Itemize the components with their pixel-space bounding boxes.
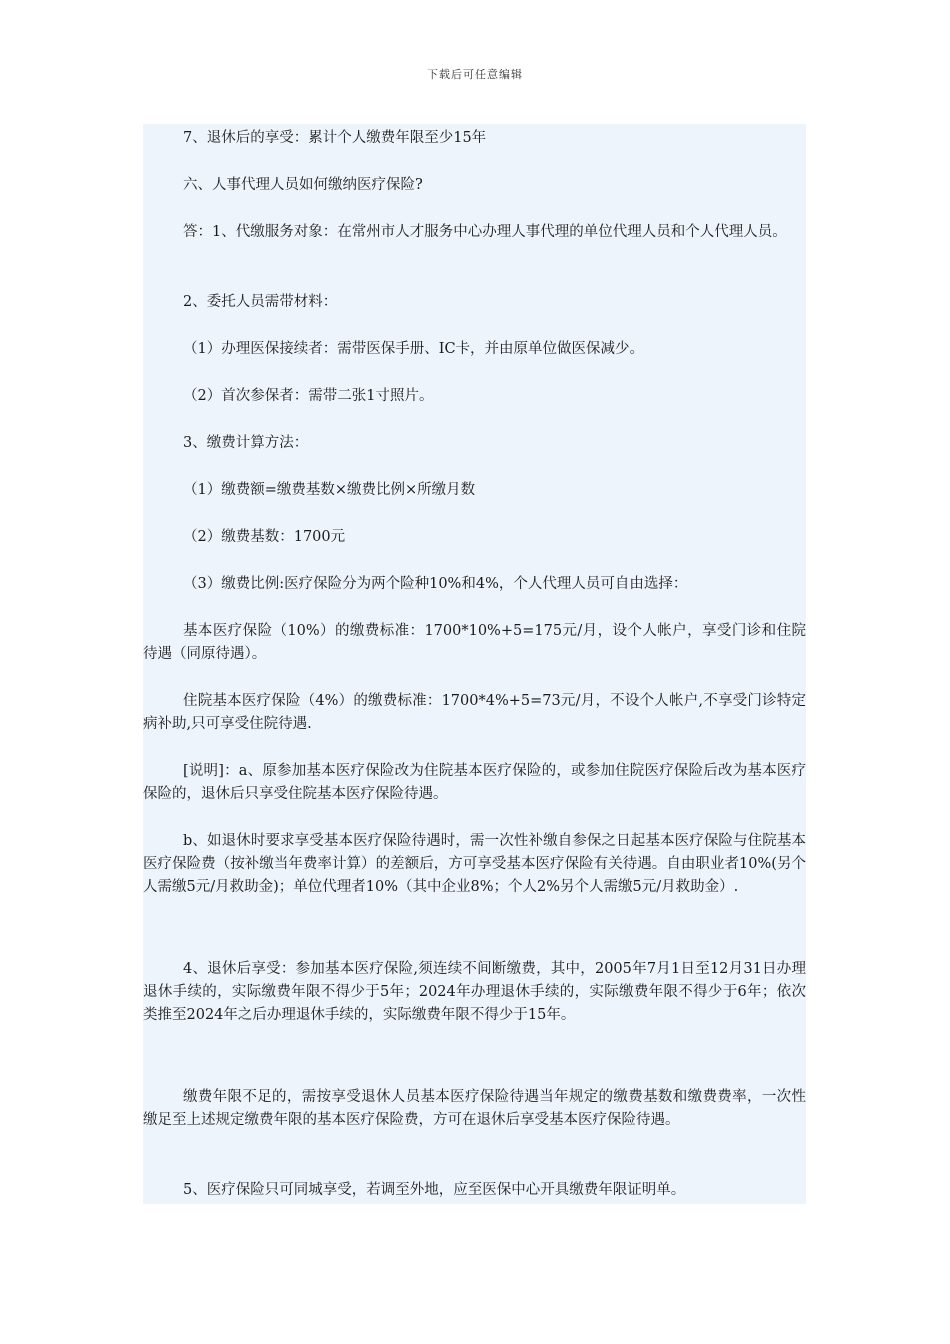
paragraph-retirement-years: 4、退休后享受：参加基本医疗保险,须连续不间断缴费，其中，2005年7月1日至12月31日办理退休手续的，实际缴费年限不得少于5年；2024年办理退休手续的，实际缴费年限不得少于6年；依次类推至2024年之后办理退休手续的，实际缴费年限不得少于15年。 (143, 961, 806, 1023)
page-header-note: 下载后可任意编辑 (427, 68, 523, 81)
section-heading-six: 六、人事代理人员如何缴纳医疗保险? (183, 177, 423, 193)
paragraph-calc-3: （3）缴费比例:医疗保险分为两个险种10%和4%，个人代理人员可自由选择： (183, 576, 688, 592)
paragraph-calc-1: （1）缴费额=缴费基数×缴费比例×所缴月数 (183, 482, 476, 498)
paragraph-insufficient-years: 缴费年限不足的，需按享受退休人员基本医疗保险待遇当年规定的缴费基数和缴费费率，一次性缴足至上述规定缴费年限的基本医疗保险费，方可在退休后享受基本医疗保险待遇。 (143, 1089, 806, 1128)
paragraph-materials-1: （1）办理医保接续者：需带医保手册、IC卡，并由原单位做医保减少。 (183, 341, 645, 357)
paragraph-basic-insurance: 基本医疗保险（10%）的缴费标准：1700*10%+5=175元/月，设个人帐户，享受门诊和住院待遇（同原待遇）。 (143, 623, 806, 662)
paragraph-retirement-benefit: 7、退休后的享受：累计个人缴费年限至少15年 (183, 130, 487, 146)
paragraph-note-b: b、如退休时要求享受基本医疗保险待遇时，需一次性补缴自参保之日起基本医疗保险与住院基本医疗保险费（按补缴当年费率计算）的差额后，方可享受基本医疗保险有关待遇。自由职业者10%(另个人需缴5元/月救助金)；单位代理者10%（其中企业8%；个人2%另个人需缴5元/月救助金）. (143, 833, 806, 895)
paragraph-materials-2: （2）首次参保者：需带二张1寸照片。 (183, 388, 434, 404)
paragraph-calc-heading: 3、缴费计算方法： (183, 435, 309, 451)
paragraph-same-city: 5、医疗保险只可同城享受，若调至外地，应至医保中心开具缴费年限证明单。 (183, 1182, 686, 1198)
document-body (143, 124, 806, 1204)
paragraph-materials-heading: 2、委托人员需带材料： (183, 294, 338, 310)
paragraph-service-target: 答：1、代缴服务对象：在常州市人才服务中心办理人事代理的单位代理人员和个人代理人员。 (183, 224, 787, 240)
paragraph-calc-2: （2）缴费基数：1700元 (183, 529, 346, 545)
paragraph-hospital-insurance: 住院基本医疗保险（4%）的缴费标准：1700*4%+5=73元/月，不设个人帐户,不享受门诊特定病补助,只可享受住院待遇. (143, 693, 806, 732)
paragraph-note-a: [说明]：a、原参加基本医疗保险改为住院基本医疗保险的，或参加住院医疗保险后改为基本医疗保险的，退休后只享受住院基本医疗保险待遇。 (143, 763, 806, 802)
